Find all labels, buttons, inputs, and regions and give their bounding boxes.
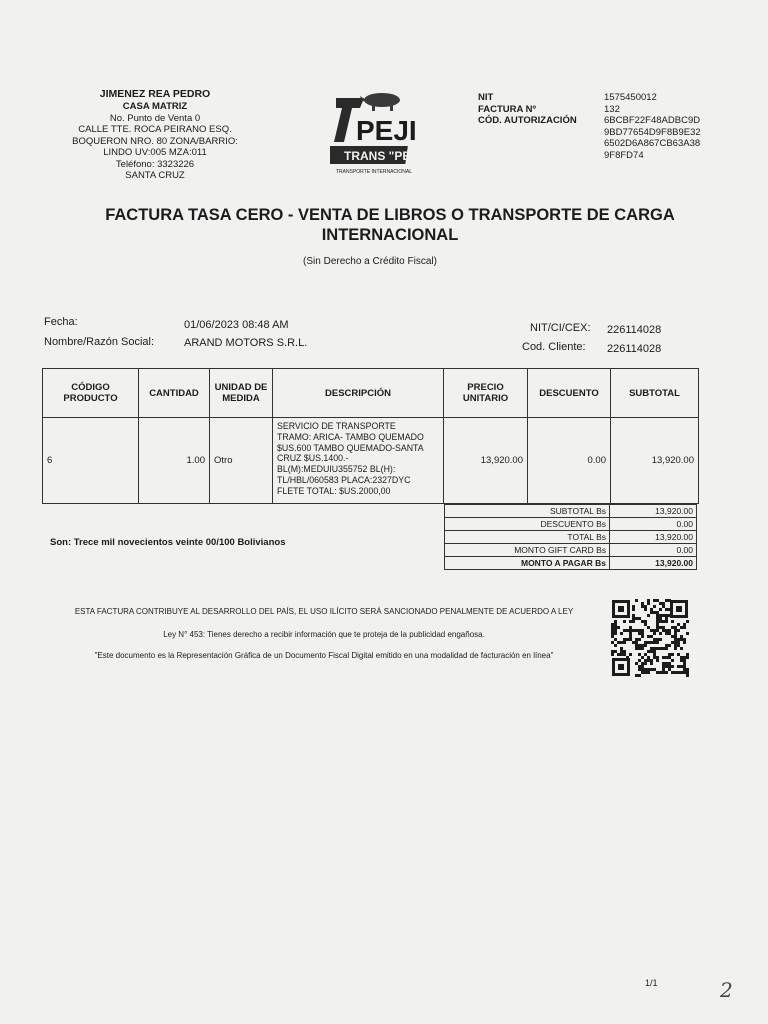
totals-value: 0.00 xyxy=(610,518,697,531)
issuer-address-line: BOQUERON NRO. 80 ZONA/BARRIO: xyxy=(72,135,238,147)
logo-tagline: TRANS "PEJI" xyxy=(344,149,420,163)
cell-descuento: 0.00 xyxy=(528,418,611,504)
client-nit-value: 226114028 xyxy=(607,324,662,336)
header-descuento: DESCUENTO xyxy=(528,369,611,418)
legal-line-1: ESTA FACTURA CONTRIBUYE AL DESARROLLO DEL PAÍS, EL USO ILÍCITO SERÁ SANCIONADO PENALMENTE DE ACUERDO A LEY xyxy=(74,607,574,616)
client-code-value: 226114028 xyxy=(607,343,662,355)
table-header-row xyxy=(43,369,699,418)
legal-line-3: "Este documento es la Representación Gráfica de un Documento Fiscal Digital emitido en una modalidad de facturación en línea" xyxy=(94,651,554,660)
handwritten-number: 2 xyxy=(720,978,733,1002)
description-line: SERVICIO DE TRANSPORTE xyxy=(277,421,396,431)
cell-cantidad: 1.00 xyxy=(139,418,210,504)
issuer-address-line: LINDO UV:005 MZA:011 xyxy=(103,147,207,158)
amount-in-words: Son: Trece mil novecientos veinte 00/100 Bolivianos xyxy=(50,537,286,548)
issuer-city: SANTA CRUZ xyxy=(125,170,185,181)
items-table xyxy=(42,368,699,504)
invoice-subtitle: (Sin Derecho a Crédito Fiscal) xyxy=(303,256,437,267)
totals-value: 0.00 xyxy=(610,544,697,557)
header-descripcion: DESCRIPCIÓN xyxy=(273,369,444,418)
qr-code xyxy=(610,598,690,678)
fecha-value: 01/06/2023 08:48 AM xyxy=(184,319,289,331)
auth-code-line: 9F8FD74 xyxy=(604,149,644,161)
issuer-phone: Teléfono: 3323226 xyxy=(115,158,195,170)
header-subtotal: SUBTOTAL xyxy=(611,369,699,418)
fecha-label: Fecha: xyxy=(44,316,78,328)
totals-row xyxy=(445,518,697,531)
factura-value: 132 xyxy=(604,103,620,115)
cell-unidad: Otro xyxy=(210,418,273,504)
auth-code-line: 6502D6A867CB63A38 xyxy=(604,138,701,149)
nit-label: NIT xyxy=(478,92,494,103)
header-unidad: UNIDAD DE MEDIDA xyxy=(210,369,273,418)
description-line: BL(M):MEDUIU355752 BL(H): xyxy=(277,464,396,475)
nombre-value: ARAND MOTORS S.R.L. xyxy=(184,337,308,349)
totals-row xyxy=(445,531,697,544)
auth-code-line: 9BD77654D9F8B9E32 xyxy=(604,126,701,138)
client-nit-label: NIT/CI/CEX: xyxy=(530,322,591,334)
qr-code-graphic xyxy=(610,598,690,678)
header-precio: PRECIO UNITARIO xyxy=(444,369,528,418)
issuer-pos: No. Punto de Venta 0 xyxy=(109,112,201,124)
description-line: TL/HBL/060583 PLACA:2327DYC xyxy=(277,474,411,485)
totals-value: 13,920.00 xyxy=(610,557,697,570)
totals-value: 13,920.00 xyxy=(610,505,697,518)
auth-label: CÓD. AUTORIZACIÓN xyxy=(478,115,577,126)
company-logo xyxy=(330,88,420,180)
invoice-title xyxy=(60,205,720,245)
totals-row-amount-due xyxy=(445,557,697,570)
totals-label: MONTO A PAGAR Bs xyxy=(445,557,610,570)
description-line: CRUZ $US.1400.- xyxy=(277,453,349,464)
title-line: FACTURA TASA CERO - VENTA DE LIBROS O TRANSPORTE DE CARGA xyxy=(105,206,675,224)
issuer-name: JIMENEZ REA PEDRO xyxy=(99,88,211,100)
header-cantidad: CANTIDAD xyxy=(139,369,210,418)
factura-label: FACTURA Nº xyxy=(478,103,537,115)
cell-precio: 13,920.00 xyxy=(444,418,528,504)
totals-table xyxy=(444,504,697,570)
nombre-label: Nombre/Razón Social: xyxy=(44,336,155,348)
logo-graphic xyxy=(330,88,420,180)
issuer-branch: CASA MATRIZ xyxy=(122,101,188,112)
issuer-block xyxy=(40,88,270,182)
cell-codigo: 6 xyxy=(43,418,139,504)
logo-brand: PEJI xyxy=(356,115,417,146)
nit-value: 1575450012 xyxy=(604,92,657,103)
description-line: $US.600 TAMBO QUEMADO-SANTA xyxy=(277,442,424,453)
title-line: INTERNACIONAL xyxy=(321,226,459,244)
legal-line-2: Ley N° 453: Tienes derecho a recibir información que te proteja de la publicidad engañosa. xyxy=(163,630,485,639)
table-row xyxy=(43,418,699,504)
totals-row xyxy=(445,544,697,557)
totals-label: MONTO GIFT CARD Bs xyxy=(445,544,610,557)
logo-subtag: TRANSPORTE INTERNACIONAL xyxy=(336,169,413,175)
page-number: 1/1 xyxy=(645,978,658,988)
header-codigo: CÓDIGO PRODUCTO xyxy=(43,369,139,418)
cell-subtotal: 13,920.00 xyxy=(611,418,699,504)
cell-descripcion xyxy=(273,418,444,504)
description-line: FLETE TOTAL: $US.2000,00 xyxy=(277,485,391,496)
totals-label: TOTAL Bs xyxy=(445,531,610,544)
totals-value: 13,920.00 xyxy=(610,531,697,544)
totals-label: SUBTOTAL Bs xyxy=(445,505,610,518)
description-line: TRAMO: ARICA- TAMBO QUEMADO xyxy=(277,431,424,442)
client-code-label: Cod. Cliente: xyxy=(522,341,586,353)
auth-code-line: 6BCBF22F48ADBC9D xyxy=(604,115,701,126)
issuer-address-line: CALLE TTE. ROCA PEIRANO ESQ. xyxy=(78,124,232,135)
invoice-info xyxy=(478,92,714,161)
totals-label: DESCUENTO Bs xyxy=(445,518,610,531)
totals-row xyxy=(445,505,697,518)
